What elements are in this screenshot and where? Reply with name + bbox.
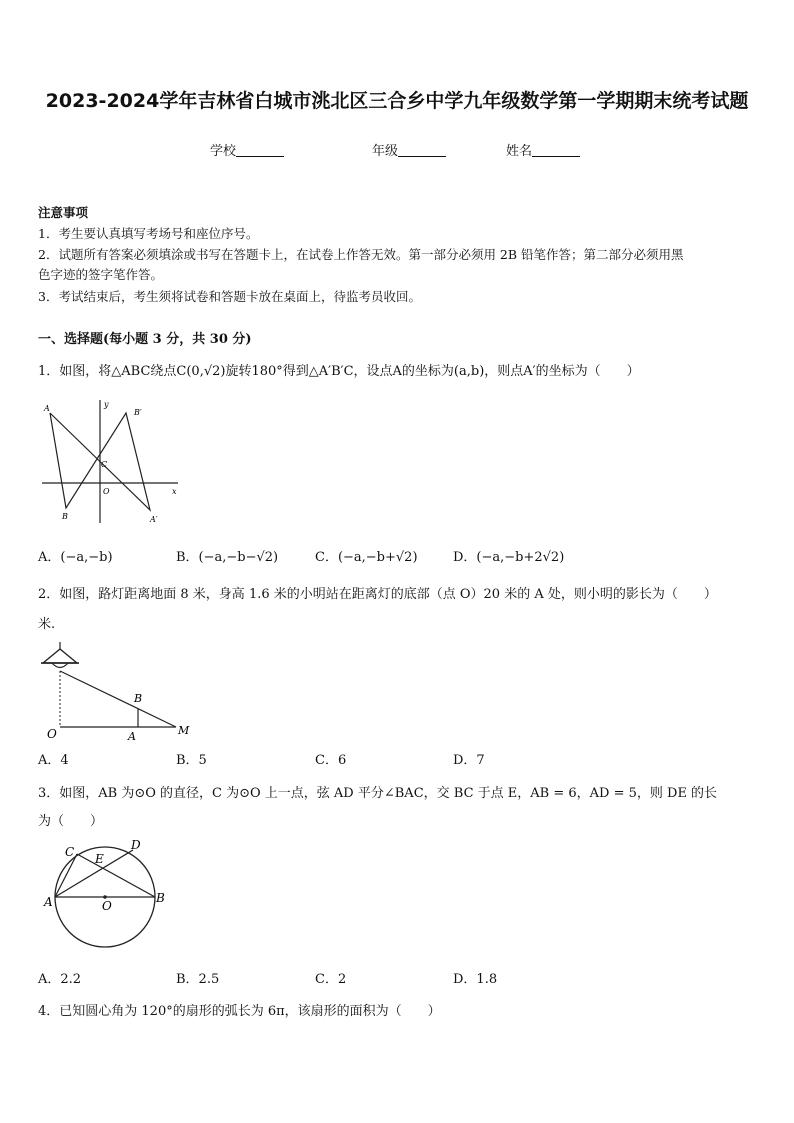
q3-label-E: E [95, 852, 104, 866]
q1-option-b[interactable]: B．(−a,−b−√2) [176, 550, 279, 565]
q1-option-a[interactable]: A．(−a,−b) [38, 550, 113, 565]
q1-option-d[interactable]: D．(−a,−b+2√2) [453, 550, 565, 565]
q2-label-B: B [134, 692, 143, 705]
q2-option-a[interactable]: A．4 [38, 753, 69, 768]
q3-option-d[interactable]: D．1.8 [453, 972, 498, 987]
name-label: 姓名 [506, 144, 533, 159]
q1-label-B: B [62, 512, 68, 521]
question-1-text: 1．如图，将△ABC绕点C(0,√2)旋转180°得到△A′B′C，设点A的坐标为(a,b)，则点A′的坐标为（ ） [38, 364, 640, 379]
q3-label-A: A [44, 895, 53, 909]
question-3-text: 3．如图，AB 为⊙O 的直径，C 为⊙O 上一点，弦 AD 平分∠BAC，交 BC 于点 E，AB = 6，AD = 5，则 DE 的长 [38, 786, 718, 801]
q3-option-c[interactable]: C．2 [315, 972, 347, 987]
q1-label-C: C [101, 460, 108, 469]
q3-label-O: O [102, 899, 112, 913]
name-blank [532, 144, 580, 157]
name-field[interactable] [506, 140, 580, 159]
q1-figure [38, 395, 183, 525]
grade-field[interactable] [372, 140, 446, 159]
notes-heading: 注意事项 [38, 205, 89, 220]
school-blank [236, 144, 284, 157]
q1-label-Bp: B′ [134, 408, 142, 417]
school-label: 学校 [210, 144, 237, 159]
q1-label-O: O [103, 487, 110, 496]
q3-figure [38, 836, 173, 951]
q3-label-B: B [156, 891, 165, 905]
grade-label: 年级 [372, 144, 399, 159]
q1-label-A: A [44, 404, 50, 413]
question-3-text-cont: 为（ ） [38, 814, 104, 829]
page-title: 2023-2024学年吉林省白城市洮北区三合乡中学九年级数学第一学期期末统考试题 [45, 90, 749, 112]
q2-figure [38, 636, 198, 744]
question-4-text: 4．已知圆心角为 120°的扇形的弧长为 6π，该扇形的面积为（ ） [38, 1004, 441, 1019]
school-field[interactable] [210, 140, 284, 159]
note-item: 色字迹的签字笔作答。 [38, 267, 164, 282]
grade-blank [398, 144, 446, 157]
q3-option-b[interactable]: B．2.5 [176, 972, 220, 987]
q1-label-y: y [104, 400, 109, 409]
note-item: 2．试题所有答案必须填涂或书写在答题卡上，在试卷上作答无效。第一部分必须用 2B 铅笔作答；第二部分必须用黑 [38, 247, 684, 262]
q2-label-O: O [47, 727, 57, 741]
question-2-text-cont: 米. [38, 617, 56, 632]
q2-option-d[interactable]: D．7 [453, 753, 485, 768]
q1-option-c[interactable]: C．(−a,−b+√2) [315, 550, 418, 565]
q2-option-c[interactable]: C．6 [315, 753, 347, 768]
q2-option-b[interactable]: B．5 [176, 753, 207, 768]
question-2-text: 2．如图，路灯距离地面 8 米，身高 1.6 米的小明站在距离灯的底部（点 O）20 米的 A 处，则小明的影长为（ ） [38, 587, 717, 602]
q3-option-a[interactable]: A．2.2 [38, 972, 82, 987]
q2-label-M: M [178, 724, 190, 737]
q2-label-A: A [128, 730, 136, 743]
q1-label-x: x [172, 487, 177, 496]
q3-label-C: C [65, 845, 75, 859]
note-item: 3．考试结束后，考生须将试卷和答题卡放在桌面上，待监考员收回。 [38, 289, 421, 304]
note-item: 1．考生要认真填写考场号和座位序号。 [38, 226, 259, 241]
q1-label-Ap: A′ [150, 515, 158, 524]
section-heading: 一、选择题(每小题 3 分，共 30 分) [38, 332, 252, 347]
q3-label-D: D [131, 838, 141, 852]
